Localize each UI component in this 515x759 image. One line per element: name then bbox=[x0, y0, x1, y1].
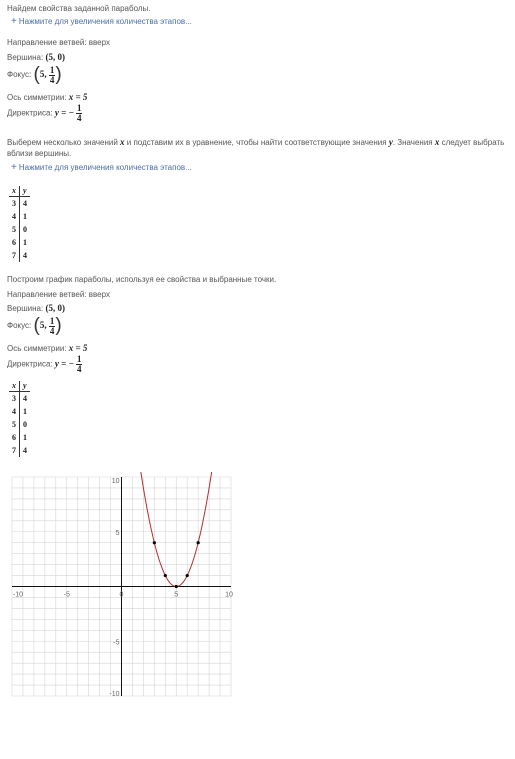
data-point bbox=[197, 541, 200, 544]
table-row: 5 0 bbox=[9, 418, 30, 431]
x-tick-label: 5 bbox=[174, 591, 179, 599]
data-point bbox=[164, 574, 167, 577]
axis-line-2: Ось симметрии: x = 5 bbox=[7, 343, 88, 353]
x-tick-label: 10 bbox=[225, 591, 233, 599]
step-text: Выберем несколько значений x и подставим их в уравнение, чтобы найти соответствующие значения y. Значения x следует выбрать bbox=[7, 137, 505, 147]
intro-text: Найдем свойства заданной параболы. bbox=[7, 4, 151, 13]
axis-value: x = 5 bbox=[68, 92, 88, 102]
table-row: 5 0 bbox=[9, 223, 30, 236]
values-table-2: x y 3 4 4 1 5 0 6 1 7 4 bbox=[9, 381, 30, 457]
directrix-value: y = − bbox=[54, 107, 74, 118]
step-text-line2: вблизи вершины. bbox=[7, 149, 72, 158]
parabola-graph bbox=[7, 472, 236, 701]
plus-icon: + bbox=[11, 162, 17, 173]
table-row: 7 4 bbox=[9, 249, 30, 262]
y-tick-label: 10 bbox=[111, 478, 120, 485]
table-row: 4 1 bbox=[9, 210, 30, 223]
table-row: 7 4 bbox=[9, 444, 30, 457]
y-tick-label: 5 bbox=[115, 529, 120, 537]
directrix-line: Директриса: y = − $\frac{1}{4}$ bbox=[7, 103, 82, 123]
table-row: 6 1 bbox=[9, 236, 30, 249]
expand-steps-link-2[interactable]: + Нажмите для увеличения количества этапов... bbox=[11, 162, 192, 173]
vertex-line-2: Вершина: (5, 0) bbox=[7, 303, 65, 313]
data-point bbox=[153, 541, 156, 544]
direction-text: Направление ветвей: вверх bbox=[7, 38, 110, 47]
axis-line: Ось симметрии: x = 5 bbox=[7, 92, 88, 102]
vertex-line: Вершина: (5, 0) bbox=[7, 52, 65, 62]
focus-line-2: Фокус: (5, $\frac{1}{4}$ ) bbox=[7, 315, 62, 336]
y-tick-label: -5 bbox=[113, 639, 120, 647]
x-tick-label: -10 bbox=[12, 591, 24, 599]
x-tick-label: 0 bbox=[119, 591, 124, 599]
focus-line: Фокус: (5, $\frac{1}{4}$ ) bbox=[7, 64, 62, 85]
vertex-value: (5, 0) bbox=[45, 52, 65, 62]
directrix-line-2: Директриса: y = − $\frac{1}{4}$ bbox=[7, 354, 82, 374]
table-row: 4 1 bbox=[9, 405, 30, 418]
expand-steps-link-1[interactable]: + Нажмите для увеличения количества этапов... bbox=[11, 16, 192, 27]
table-row: 6 1 bbox=[9, 431, 30, 444]
direction-text-2: Направление ветвей: вверх bbox=[7, 290, 110, 299]
focus-x: 5, bbox=[39, 69, 47, 80]
graph-intro-text: Построим график параболы, используя ее свойства и выбранные точки. bbox=[7, 275, 277, 284]
data-point bbox=[186, 574, 189, 577]
values-table-1: x y 3 4 4 1 5 0 6 1 7 4 bbox=[9, 186, 30, 262]
plus-icon: + bbox=[11, 16, 17, 27]
data-point bbox=[175, 585, 178, 588]
x-tick-label: -5 bbox=[63, 591, 70, 599]
y-tick-label: -10 bbox=[109, 691, 120, 698]
table-row: 3 4 bbox=[9, 392, 30, 406]
table-row: 3 4 bbox=[9, 197, 30, 211]
